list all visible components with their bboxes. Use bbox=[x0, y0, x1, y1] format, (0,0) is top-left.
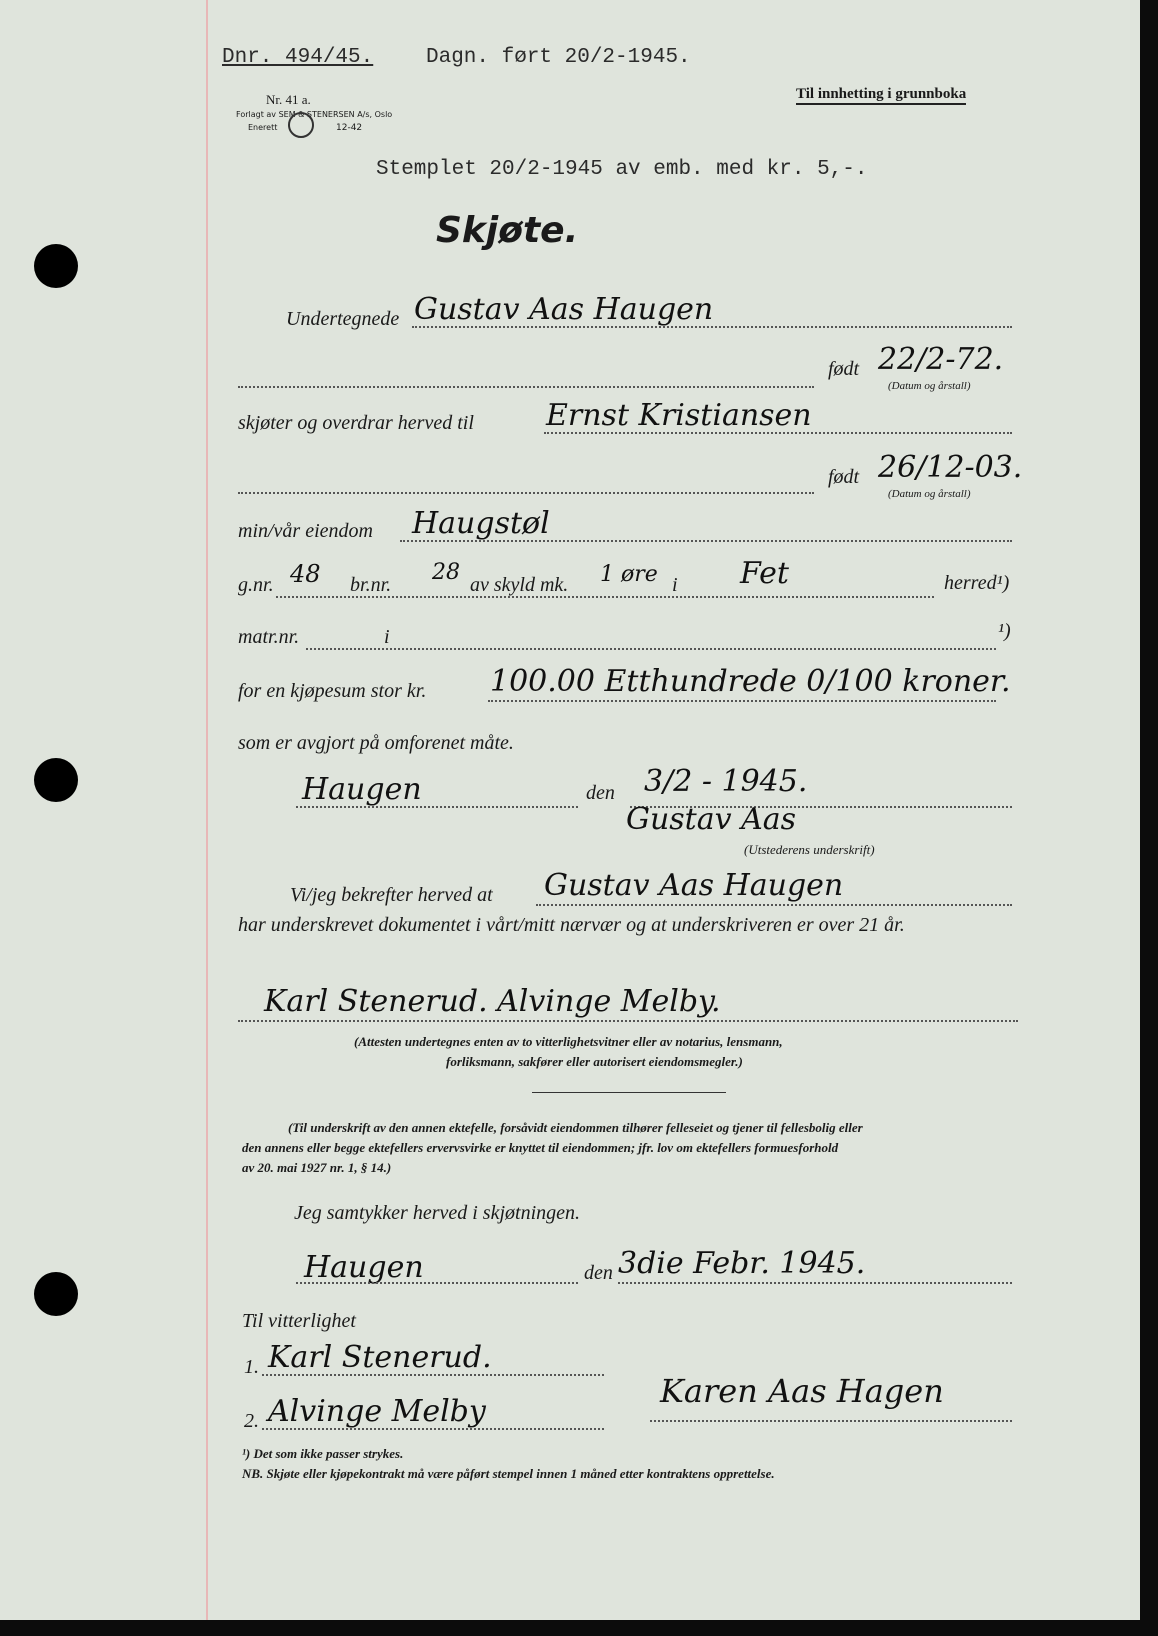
buyer-dotted-line bbox=[238, 492, 814, 494]
price-label: for en kjøpesum stor kr. bbox=[238, 680, 427, 702]
witness1-number: 1. bbox=[244, 1356, 259, 1378]
gnr-value: 48 bbox=[290, 560, 321, 588]
price-value: 100.00 Etthundrede 0/100 kroner. bbox=[490, 664, 1011, 699]
matr-label: matr.nr. bbox=[238, 626, 300, 648]
witness1-line bbox=[262, 1374, 604, 1376]
spouse-signature-line bbox=[650, 1420, 1012, 1422]
document-title: Skjøte. bbox=[436, 210, 579, 251]
seller-born-label: født bbox=[828, 358, 860, 380]
buyer-line bbox=[544, 432, 1012, 434]
witness2-number: 2. bbox=[244, 1410, 259, 1432]
witness2-line bbox=[262, 1428, 604, 1430]
signing-date: 3/2 - 1945. bbox=[644, 764, 808, 799]
property-label: min/vår eiendom bbox=[238, 520, 373, 542]
seller-born-date: 22/2-72. bbox=[878, 342, 1004, 377]
seller-name: Gustav Aas Haugen bbox=[414, 292, 714, 327]
witness-note-line2: forliksmann, sakfører eller autorisert eiendomsmegler.) bbox=[446, 1054, 743, 1069]
matr-line bbox=[306, 648, 996, 650]
witness-signatures: Karl Stenerud. Alvinge Melby. bbox=[264, 984, 721, 1019]
spouse-note-line1: (Til underskrift av den annen ektefelle, forsåvidt eiendommen tilhører felleseiet og tjener til fellesbolig eller bbox=[288, 1120, 863, 1135]
consent-date: 3die Febr. 1945. bbox=[618, 1246, 866, 1281]
consent-date-line bbox=[618, 1282, 1012, 1284]
signing-place-line bbox=[296, 806, 578, 808]
herred-name: Fet bbox=[740, 556, 789, 591]
publisher-logo-icon bbox=[288, 112, 314, 138]
buyer-label: skjøter og overdrar herved til bbox=[238, 412, 474, 434]
footnote-nb: NB. Skjøte eller kjøpekontrakt må være påført stempel innen 1 måned etter kontraktens opprettelse. bbox=[242, 1466, 775, 1481]
publisher-enerett: Enerett bbox=[248, 123, 278, 132]
til-innhetting-label: Til innhetting i grunnboka bbox=[796, 86, 966, 105]
document-number: Dnr. 494/45. bbox=[222, 46, 374, 69]
vitterlighet-label: Til vitterlighet bbox=[242, 1310, 356, 1332]
punch-hole bbox=[34, 758, 78, 802]
punch-hole bbox=[34, 244, 78, 288]
gnr-label: g.nr. bbox=[238, 574, 274, 596]
spouse-signature: Karen Aas Hagen bbox=[660, 1372, 944, 1410]
witness-signature-line bbox=[238, 1020, 1018, 1022]
spouse-note-line3: av 20. mai 1927 nr. 1, § 14.) bbox=[242, 1160, 392, 1175]
separator bbox=[532, 1092, 726, 1093]
skyld-value: 1 øre bbox=[600, 562, 658, 587]
signing-place: Haugen bbox=[302, 772, 422, 807]
consent-place-line bbox=[296, 1282, 578, 1284]
buyer-datum-note: (Datum og årstall) bbox=[888, 488, 971, 500]
brnr-label: br.nr. bbox=[350, 574, 392, 596]
brnr-value: 28 bbox=[432, 560, 460, 585]
seller-dotted-line bbox=[238, 386, 814, 388]
gnr-line bbox=[276, 596, 934, 598]
witness-note-line1: (Attesten undertegnes enten av to vitterlighetsvitner eller av notarius, lensmann, bbox=[354, 1034, 783, 1049]
herred-label: herred¹) bbox=[944, 572, 1010, 594]
margin-line bbox=[206, 0, 208, 1620]
witness2-signature: Alvinge Melby bbox=[268, 1394, 486, 1429]
buyer-born-date: 26/12-03. bbox=[878, 450, 1023, 485]
signing-den-label: den bbox=[586, 782, 615, 804]
seller-line bbox=[412, 326, 1012, 328]
seller-signature: Gustav Aas bbox=[626, 802, 797, 837]
seller-signature-note: (Utstederens underskrift) bbox=[744, 842, 875, 857]
price-line bbox=[488, 700, 996, 702]
buyer-name: Ernst Kristiansen bbox=[546, 398, 812, 433]
publisher-line: Forlagt av SEM & STENERSEN A/s, Oslo bbox=[236, 110, 393, 119]
form-number: Nr. 41 a. bbox=[266, 92, 311, 107]
spouse-note-line2: den annens eller begge ektefellers ervervsvirke er knyttet til eiendommen; jfr. lov om ektefellers formuesforhold bbox=[242, 1140, 839, 1155]
consent-den-label: den bbox=[584, 1262, 613, 1284]
property-line bbox=[400, 540, 1012, 542]
consent-text: Jeg samtykker herved i skjøtningen. bbox=[294, 1202, 581, 1224]
property-name: Haugstøl bbox=[412, 506, 550, 541]
consent-place: Haugen bbox=[304, 1250, 424, 1285]
omforent-text: som er avgjort på omforenet måte. bbox=[238, 732, 514, 754]
publisher-date: 12-42 bbox=[336, 123, 363, 133]
i-label: i bbox=[672, 574, 678, 596]
matr-end-label: ¹) bbox=[998, 620, 1011, 642]
seller-datum-note: (Datum og årstall) bbox=[888, 380, 971, 392]
matr-i-label: i bbox=[384, 626, 390, 648]
footnote-1: ¹) Det som ikke passer strykes. bbox=[242, 1446, 404, 1461]
witness1-signature: Karl Stenerud. bbox=[268, 1340, 492, 1375]
witness-label: Vi/jeg bekrefter herved at bbox=[290, 884, 493, 906]
buyer-born-label: født bbox=[828, 466, 860, 488]
skyld-label: av skyld mk. bbox=[470, 574, 569, 596]
stamp-line: Stemplet 20/2-1945 av emb. med kr. 5,-. bbox=[376, 158, 868, 181]
registration-date: Dagn. ført 20/2-1945. bbox=[426, 46, 691, 69]
seller-label: Undertegnede bbox=[286, 308, 400, 330]
punch-hole bbox=[34, 1272, 78, 1316]
witness-statement: har underskrevet dokumentet i vårt/mitt nærvær og at underskriveren er over 21 år. bbox=[238, 914, 905, 936]
witness-subject-line bbox=[536, 904, 1012, 906]
witness-subject-name: Gustav Aas Haugen bbox=[544, 868, 844, 903]
